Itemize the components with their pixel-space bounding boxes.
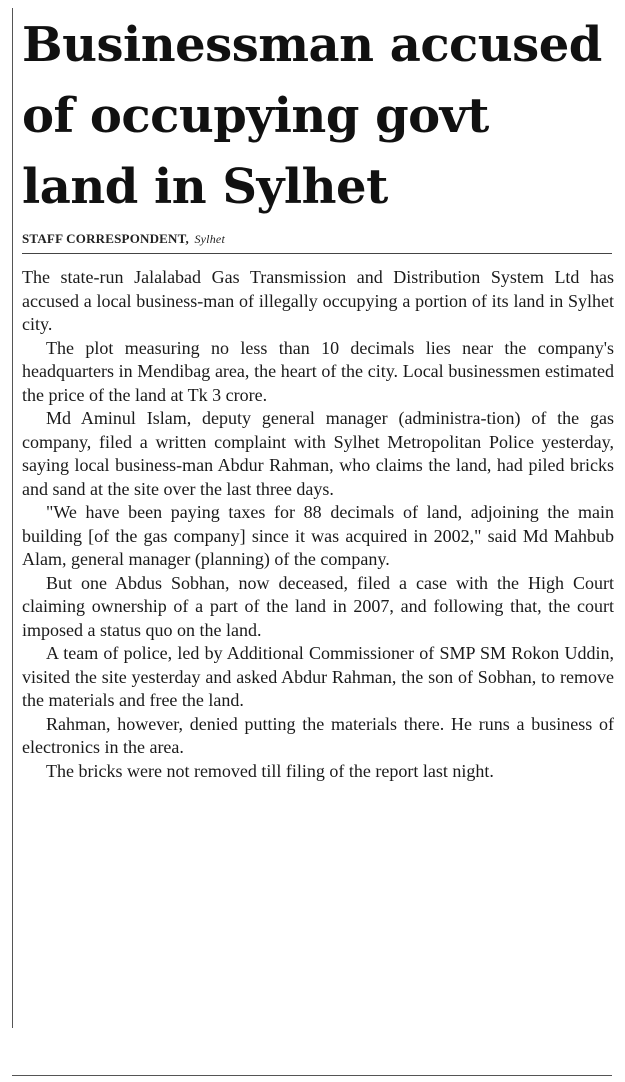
headline: Businessman accused of occupying govt land in Sylhet <box>22 17 602 215</box>
page-bottom-rule <box>12 1075 612 1076</box>
article-paragraph: But one Abdus Sobhan, now deceased, filed a case with the High Court claiming ownership of a part of the land in 2007, and following that, the court imposed a status quo on the land. <box>22 572 614 640</box>
article-paragraph: The state-run Jalalabad Gas Transmission and Distribution System Ltd has accused a local business-man of illegally occupying a portion of its land in Sylhet city. <box>22 267 614 334</box>
article-paragraph: "We have been paying taxes for 88 decimals of land, adjoining the main building [of the gas company] since it was acquired in 2002," said Md Mahbub Alam, general manager (planning) of the company. <box>22 502 614 569</box>
article-paragraph: The bricks were not removed till filing of the report last night. <box>46 760 494 781</box>
byline-location: Sylhet <box>194 232 225 246</box>
column-left-rule <box>12 8 13 1028</box>
article-paragraph: Md Aminul Islam, deputy general manager (administra-tion) of the gas company, filed a written complaint with Sylhet Metropolitan Police yesterday, saying local business-man Abdur Rahman, who claims the land, had piled bricks and sand at the site over the last three days. <box>22 408 614 499</box>
byline <box>22 231 614 247</box>
news-article <box>22 10 614 783</box>
byline-divider <box>22 253 612 254</box>
article-paragraph: Rahman, however, denied putting the materials there. He runs a business of electronics in the area. <box>22 713 614 757</box>
byline-author: STAFF CORRESPONDENT, <box>22 231 189 246</box>
article-body <box>22 266 614 783</box>
article-paragraph: A team of police, led by Additional Commissioner of SMP SM Rokon Uddin, visited the site yesterday and asked Abdur Rahman, the son of Sobhan, to remove the materials and free the land. <box>22 643 614 710</box>
article-paragraph: The plot measuring no less than 10 decimals lies near the company's headquarters in Mendibag area, the heart of the city. Local businessmen estimated the price of the land at Tk 3 crore. <box>22 337 614 405</box>
